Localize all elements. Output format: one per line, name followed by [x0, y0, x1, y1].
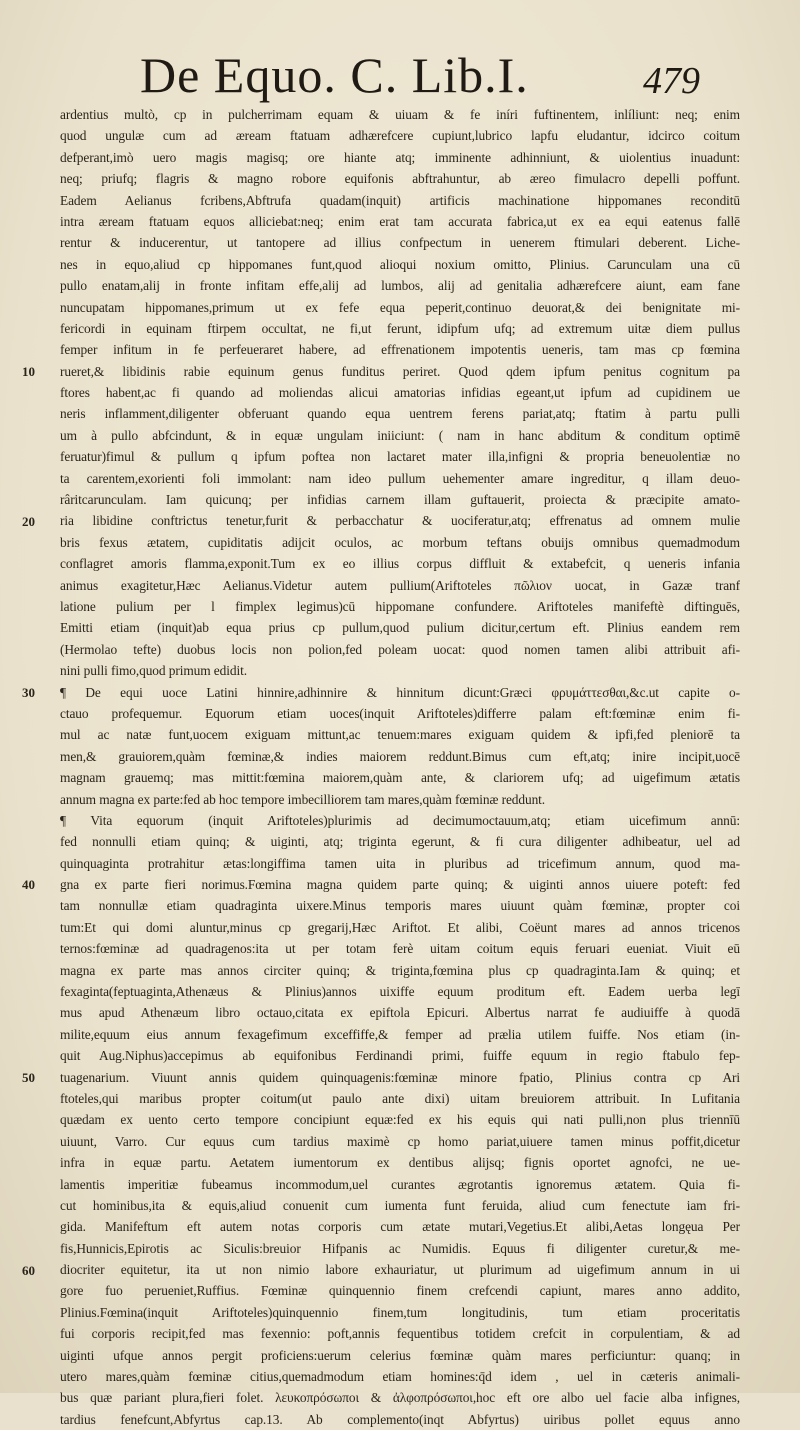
page-header	[140, 40, 700, 103]
text-line: intra æream ftatuam equos alliciebat:neq; enim erat tam accurata fabrica,ut ex ea equi eatenus fallē	[60, 213, 740, 229]
text-line: quædam ex uento certo tempore concipiunt equæ:fed ex his equis qui nati pulli,non plus triennīū	[60, 1112, 740, 1128]
text-line: milite,equum eius annum fexagefimum exceffiffe,& femper ad prælia utilem fuiffe. Nos etiam (in-	[60, 1026, 740, 1042]
text-line: tum:Et qui domi aluntur,minus cp gregarij,Hæc Ariftot. Et alibi, Coëunt mares ad annos tricenos	[60, 919, 740, 935]
text-line: neq; priufq; flagris & magno robore equifonis abftrahuntur, ab æreo fimulacro depelli poffunt.	[60, 171, 740, 187]
text-line: rentur & inducerentur, ut tantopere ad illius confpectum in uenerem ftimulari deberent. Liche-	[60, 235, 740, 251]
text-line: ta carentem,exorienti foli immolant: nam ideo pullum uehementer amare ingreditur, q illam deuo-	[60, 470, 740, 486]
text-line: Eadem Aelianus fcribens,Abftrufa quadam(inquit) artificis machinatione hippomanes reconditū	[60, 192, 740, 208]
text-line: ¶ Vita equorum (inquit Ariftoteles)plurimis ad decimumoctauum,atq; etiam uicefimum annū:	[60, 812, 740, 828]
text-line: neris inflamment,diligenter obferuant quando equa uentrem ferens pariat,atq; ftatim à partu pulli	[60, 406, 740, 422]
text-line: ardentius multò, cp in pulcherrimam equam & uiuam & fe iníri fuftinentem, inlíliunt: neq; enim	[60, 107, 740, 122]
margin-line-number: 10	[22, 363, 35, 379]
text-line: ¶ De equi uoce Latini hinnire,adhinnire & hinnitum dicunt:Græci φρυμάττεσθαι,&c.ut capite o-	[60, 684, 740, 700]
text-line: conflagret amoris flamma,exponit.Tum ex eo illius corpus diffluit & extabefcit, q ueneris infania	[60, 556, 740, 572]
running-title: De Equo. C. Lib.I.	[140, 47, 529, 103]
text-line: nes in equo,aliud cp hippomanes funt,quod alioqui noxium omitto, Plinius. Carunculam una cū	[60, 256, 740, 272]
margin-line-number: 60	[22, 1262, 35, 1278]
text-line: infra in equæ partu. Aetatem iumentorum ex dentibus alijsq; fignis oportet agnofci, ne ue-	[60, 1155, 740, 1171]
text-line: ternos:fœminæ ad quadragenos:ita ut per totam ferè uitam coitum equis feruari eueniat. Viuit eū	[60, 941, 740, 957]
text-line: tardius fenefcunt,Abfyrtus cap.13. Ab complemento(inqt Abfyrtus) uiribus pollet equus anno	[60, 1411, 740, 1427]
margin-line-number: 20	[22, 513, 35, 529]
text-line: nini pulli fimo,quod primum edidit.	[60, 663, 247, 679]
text-line: magna ex parte mas annos circiter quinq; & triginta,fœmina plus cp quadraginta.Iam & quinq; et	[60, 962, 740, 978]
text-line: gore fuo perueniet,Ruffius. Fœminæ quinquennio finem crefcendi capiunt, mares anno addito,	[60, 1283, 740, 1299]
text-line: annum magna ex parte:fed ab hoc tempore imbecilliorem tam mares,quàm fœminæ reddunt.	[60, 791, 546, 807]
margin-line-number: 40	[22, 877, 35, 893]
text-line: femper infitum in fe perfeueraret habere, ad effrenationem impotentis ueneris, tam mas cp fœmina	[60, 342, 740, 358]
text-line: nuncupatam hippomanes,primum ut ex fefe equa peperit,continuo deuorat,& dei benignitate mi-	[60, 299, 740, 315]
text-line: cut hominibus,ita & equis,aliud conuenit cum iumenta funt feruida, aliud cum fenectute iam fri-	[60, 1197, 740, 1213]
text-line: Emitti etiam (inquit)ab equa prius cp pullum,quod pulium dicitur,certum eft. Plinius eandem rem	[60, 620, 740, 636]
text-line: diocriter equitetur, ita ut non nimio labore exhauriatur, ut plurimum ad uigefimum annum in ui	[60, 1262, 740, 1278]
text-line: pullo enatam,alij in fronte infitam effe,alij ad lumbos, alij ad genitalia adhærefcere aiunt, eam fane	[60, 278, 740, 294]
text-line: fexaginta(feptuaginta,Athenæus & Plinius)annos uixiffe equum proditum eft. Eadem uerba legī	[60, 984, 740, 1000]
text-line: Plinius.Fœmina(inquit Ariftoteles)quinquennio finem,tum longitudinis, tum etiam proceritatis	[60, 1304, 740, 1320]
text-line: (Hermolao tefte) duobus locis non polion,fed poleam uocat: quod nomen tamen alibi attribuit afi-	[60, 641, 740, 657]
text-line: mul ac natæ funt,uocem exiguam mittunt,ac tenuem:mares exiguam quidem & ipfi,fed pleniorē ta	[60, 727, 740, 743]
text-line: tam nonnullæ etiam quadraginta uixere.Minus temporis mares uiuunt quàm fœminæ, propter coi	[60, 898, 740, 914]
text-line: uiginti ufque annos pergit proficiens:uerum celerius fœminæ quàm mares perficiuntur: quanq; in	[60, 1347, 740, 1363]
body-text	[60, 104, 740, 1430]
text-line: quit Aug.Niphus)accepimus ab equifonibus Ferdinandi primi, fuiffe equum in regio ftabulo fep-	[60, 1048, 740, 1064]
text-line: fed nonnulli etiam quinq; & uiginti, atq; triginta egerunt, & fi cura diligenter adhibeatur, uel ad	[60, 834, 740, 850]
text-line: fui corporis recipit,fed mas fexennio: poft,annis fequentibus totidem crefcit in corpulentiam, & ad	[60, 1326, 740, 1342]
text-line: mus apud Athenæum libro octauo,citata ex epiftola Epicuri. Albertus narrat fe audiuiffe à quodā	[60, 1005, 740, 1021]
text-line: quod ungulæ cum ad æream ftatuam adhærefcere cupiunt,lubrico lapfu eludantur, idcirco coitum	[60, 128, 740, 144]
text-line: bus quæ pariant plura,fieri folet. λευκοπρόσωποι & ἀλφοπρόσωποι,hoc eft ore albo uel facie alba infignes,	[60, 1390, 740, 1406]
text-line: gida. Manifeftum eft autem notas corporis cum ætate mutari,Vegetius.Et alibi,Aetas longęua Per	[60, 1219, 740, 1235]
text-line: tuagenarium. Viuunt annis quidem quinquagenis:fœminæ minore fpatio, Plinius contra cp Ari	[60, 1069, 740, 1085]
text-line: ctauo profequemur. Equorum etiam uoces(inquit Ariftoteles)differre palam eft:fœminæ enim fi-	[60, 705, 740, 721]
text-line: feruatur)fimul & pullum q ipfum poftea non lactaret mater illa,infigni & propria beneuolentiæ no	[60, 449, 740, 465]
page-number: 479	[643, 60, 700, 102]
text-line: uiuunt, Varro. Cur equus cum tardius maximè cp homo pariat,uiuere tamen minus poffit,dicetur	[60, 1133, 740, 1149]
text-line: lamentis imperitiæ fubeamus incommodum,uel curantes ægrotantis ignoremus ætatem. Quia fi-	[60, 1176, 740, 1192]
text-line: ftores habent,ac fi quando ad moliendas alicui amatorias infidias egeant,ut ipfum ad cupidinem ue	[60, 385, 740, 401]
text-line: magnam grauemq; mas mittit:fœmina maiorem,quàm ante, & clariorem ufq; ad uigefimum ætatis	[60, 770, 740, 786]
text-line: fericordi in equinam ftirpem occultat, ne fi,ut ferunt, idipfum ufq; ad extremum uitæ diem pullus	[60, 320, 740, 336]
text-line: quinquaginta protrahitur ætas:longiffima tamen uita in pluribus ad tricefimum annum, quod ma-	[60, 855, 740, 871]
text-line: gna ex parte fieri norimus.Fœmina magna quidem parte quinq; & uiginti annos uiuere poteft: fed	[60, 877, 740, 893]
margin-line-number: 30	[22, 684, 35, 700]
text-line: utero mares,quàm fœminæ citius,quemadmodum etiam homines:q̄d idem , uel in cæteris animali-	[60, 1369, 740, 1385]
text-line: ftoteles,qui maribus propter coitum(ut paulo ante dixi) uitam breuiorem attribuit. In Lufitania	[60, 1090, 740, 1106]
text-line: latione pulium per l fimplex legimus)cū hippomane confundere. Ariftoteles manifeftè diftinguēs,	[60, 598, 740, 614]
text-line: um à pullo abfcindunt, & in equæ ungulam iniiciunt: ( nam in hanc abditum & conditum optimē	[60, 427, 740, 443]
text-line: bris fexus ætatem, cupiditatis adijcit oculos, ac morbum teftans obuijs omnibus quemadmodum	[60, 534, 740, 550]
text-line: râritcarunculam. Iam quicunq; per infidias carnem illam guftauerit, proiecta & præcipite amato-	[60, 492, 740, 508]
text-line: rueret,& libidinis rabie equinum genus funditus periret. Quod qdem ipfum penitus cognitum pa	[60, 363, 740, 379]
text-line: men,& grauiorem,quàm fœminæ,& indies maiorem reddunt.Bimus cum eft,atq; inire incipit,uocē	[60, 748, 740, 764]
text-line: ria libidine conftrictus tenetur,furit & perbacchatur & uociferatur,atq; effrenatus ad omnem mulie	[60, 513, 740, 529]
text-line: defperant,imò uero magis magisq; ore hiante atq; imminente adhinniunt, & uiolentius inuadunt:	[60, 149, 740, 165]
text-line: animus exagitetur,Hæc Aelianus.Videtur autem pullium(Ariftoteles πῶλιον uocat, in Gazæ tranf	[60, 577, 740, 593]
margin-line-number: 50	[22, 1070, 35, 1085]
text-line: fis,Hunnicis,Epirotis ac Siculis:breuior Hifpanis ac Numidis. Equus fi diligenter curetur,& me-	[60, 1240, 740, 1256]
